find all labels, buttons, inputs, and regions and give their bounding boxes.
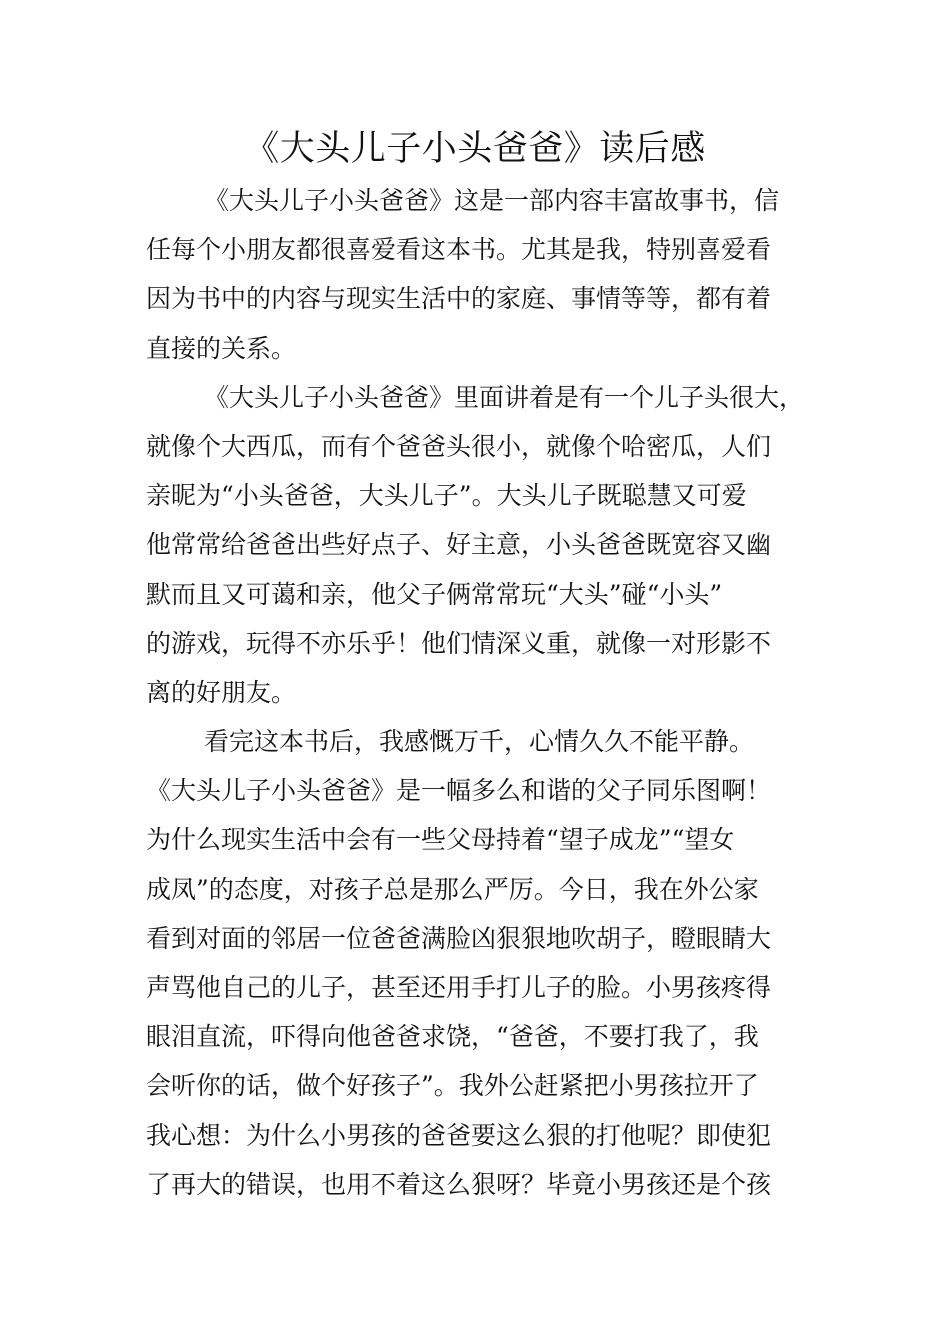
paragraph-line: 《大头儿子小头爸爸》是一幅多么和谐的父子同乐图啊！ xyxy=(146,776,772,806)
paragraph-line: 直接的关系。 xyxy=(146,333,297,363)
paragraph-line: 《大头儿子小头爸爸》这是一部内容丰富故事书，信 xyxy=(204,186,780,215)
document-body xyxy=(146,176,836,1209)
paragraph-line: 为什么现实生活中会有一些父母持着“望子成龙”“望女 xyxy=(146,825,735,855)
paragraph-line: 会听你的话，做个好孩子”。我外公赶紧把小男孩拉开了 xyxy=(146,1071,759,1101)
paragraph-line: 《大头儿子小头爸爸》里面讲着是有一个儿子头很大， xyxy=(204,382,805,412)
paragraph-line: 了再大的错误，也用不着这么狠呀？毕竟小男孩还是个孩 xyxy=(146,1169,772,1199)
document-title: 《大头儿子小头爸爸》读后感 xyxy=(244,129,706,169)
paragraph-line: 亲昵为“小头爸爸，大头儿子”。大头儿子既聪慧又可爱 xyxy=(146,481,747,511)
paragraph-line: 任每个小朋友都很喜爱看这本书。尤其是我，特别喜爱看 xyxy=(146,235,772,265)
paragraph-line: 默而且又可蔼和亲，他父子俩常常玩“大头”碰“小头” xyxy=(146,579,723,609)
paragraph-line: 的游戏，玩得不亦乐乎！他们情深义重，就像一对形影不 xyxy=(146,628,772,658)
paragraph-line: 我心想：为什么小男孩的爸爸要这么狠的打他呢？即使犯 xyxy=(146,1120,772,1150)
paragraph-line: 他常常给爸爸出些好点子、好主意，小头爸爸既宽容又幽 xyxy=(146,530,772,560)
paragraph-line: 就像个大西瓜，而有个爸爸头很小，就像个哈密瓜，人们 xyxy=(146,431,772,461)
paragraph-line: 因为书中的内容与现实生活中的家庭、事情等等，都有着 xyxy=(146,284,772,314)
paragraph-line: 离的好朋友。 xyxy=(146,677,297,707)
paragraph-line: 看完这本书后，我感慨万千，心情久久不能平静。 xyxy=(204,727,755,757)
paragraph-line: 看到对面的邻居一位爸爸满脸凶狠狠地吹胡子，瞪眼睛大 xyxy=(146,923,772,953)
paragraph-line: 声骂他自己的儿子，甚至还用手打儿子的脸。小男孩疼得 xyxy=(146,973,772,1002)
paragraph-line: 成凤”的态度，对孩子总是那么严厉。今日，我在外公家 xyxy=(146,874,759,904)
paragraph-line: 眼泪直流，吓得向他爸爸求饶，“爸爸，不要打我了，我 xyxy=(146,1022,759,1052)
